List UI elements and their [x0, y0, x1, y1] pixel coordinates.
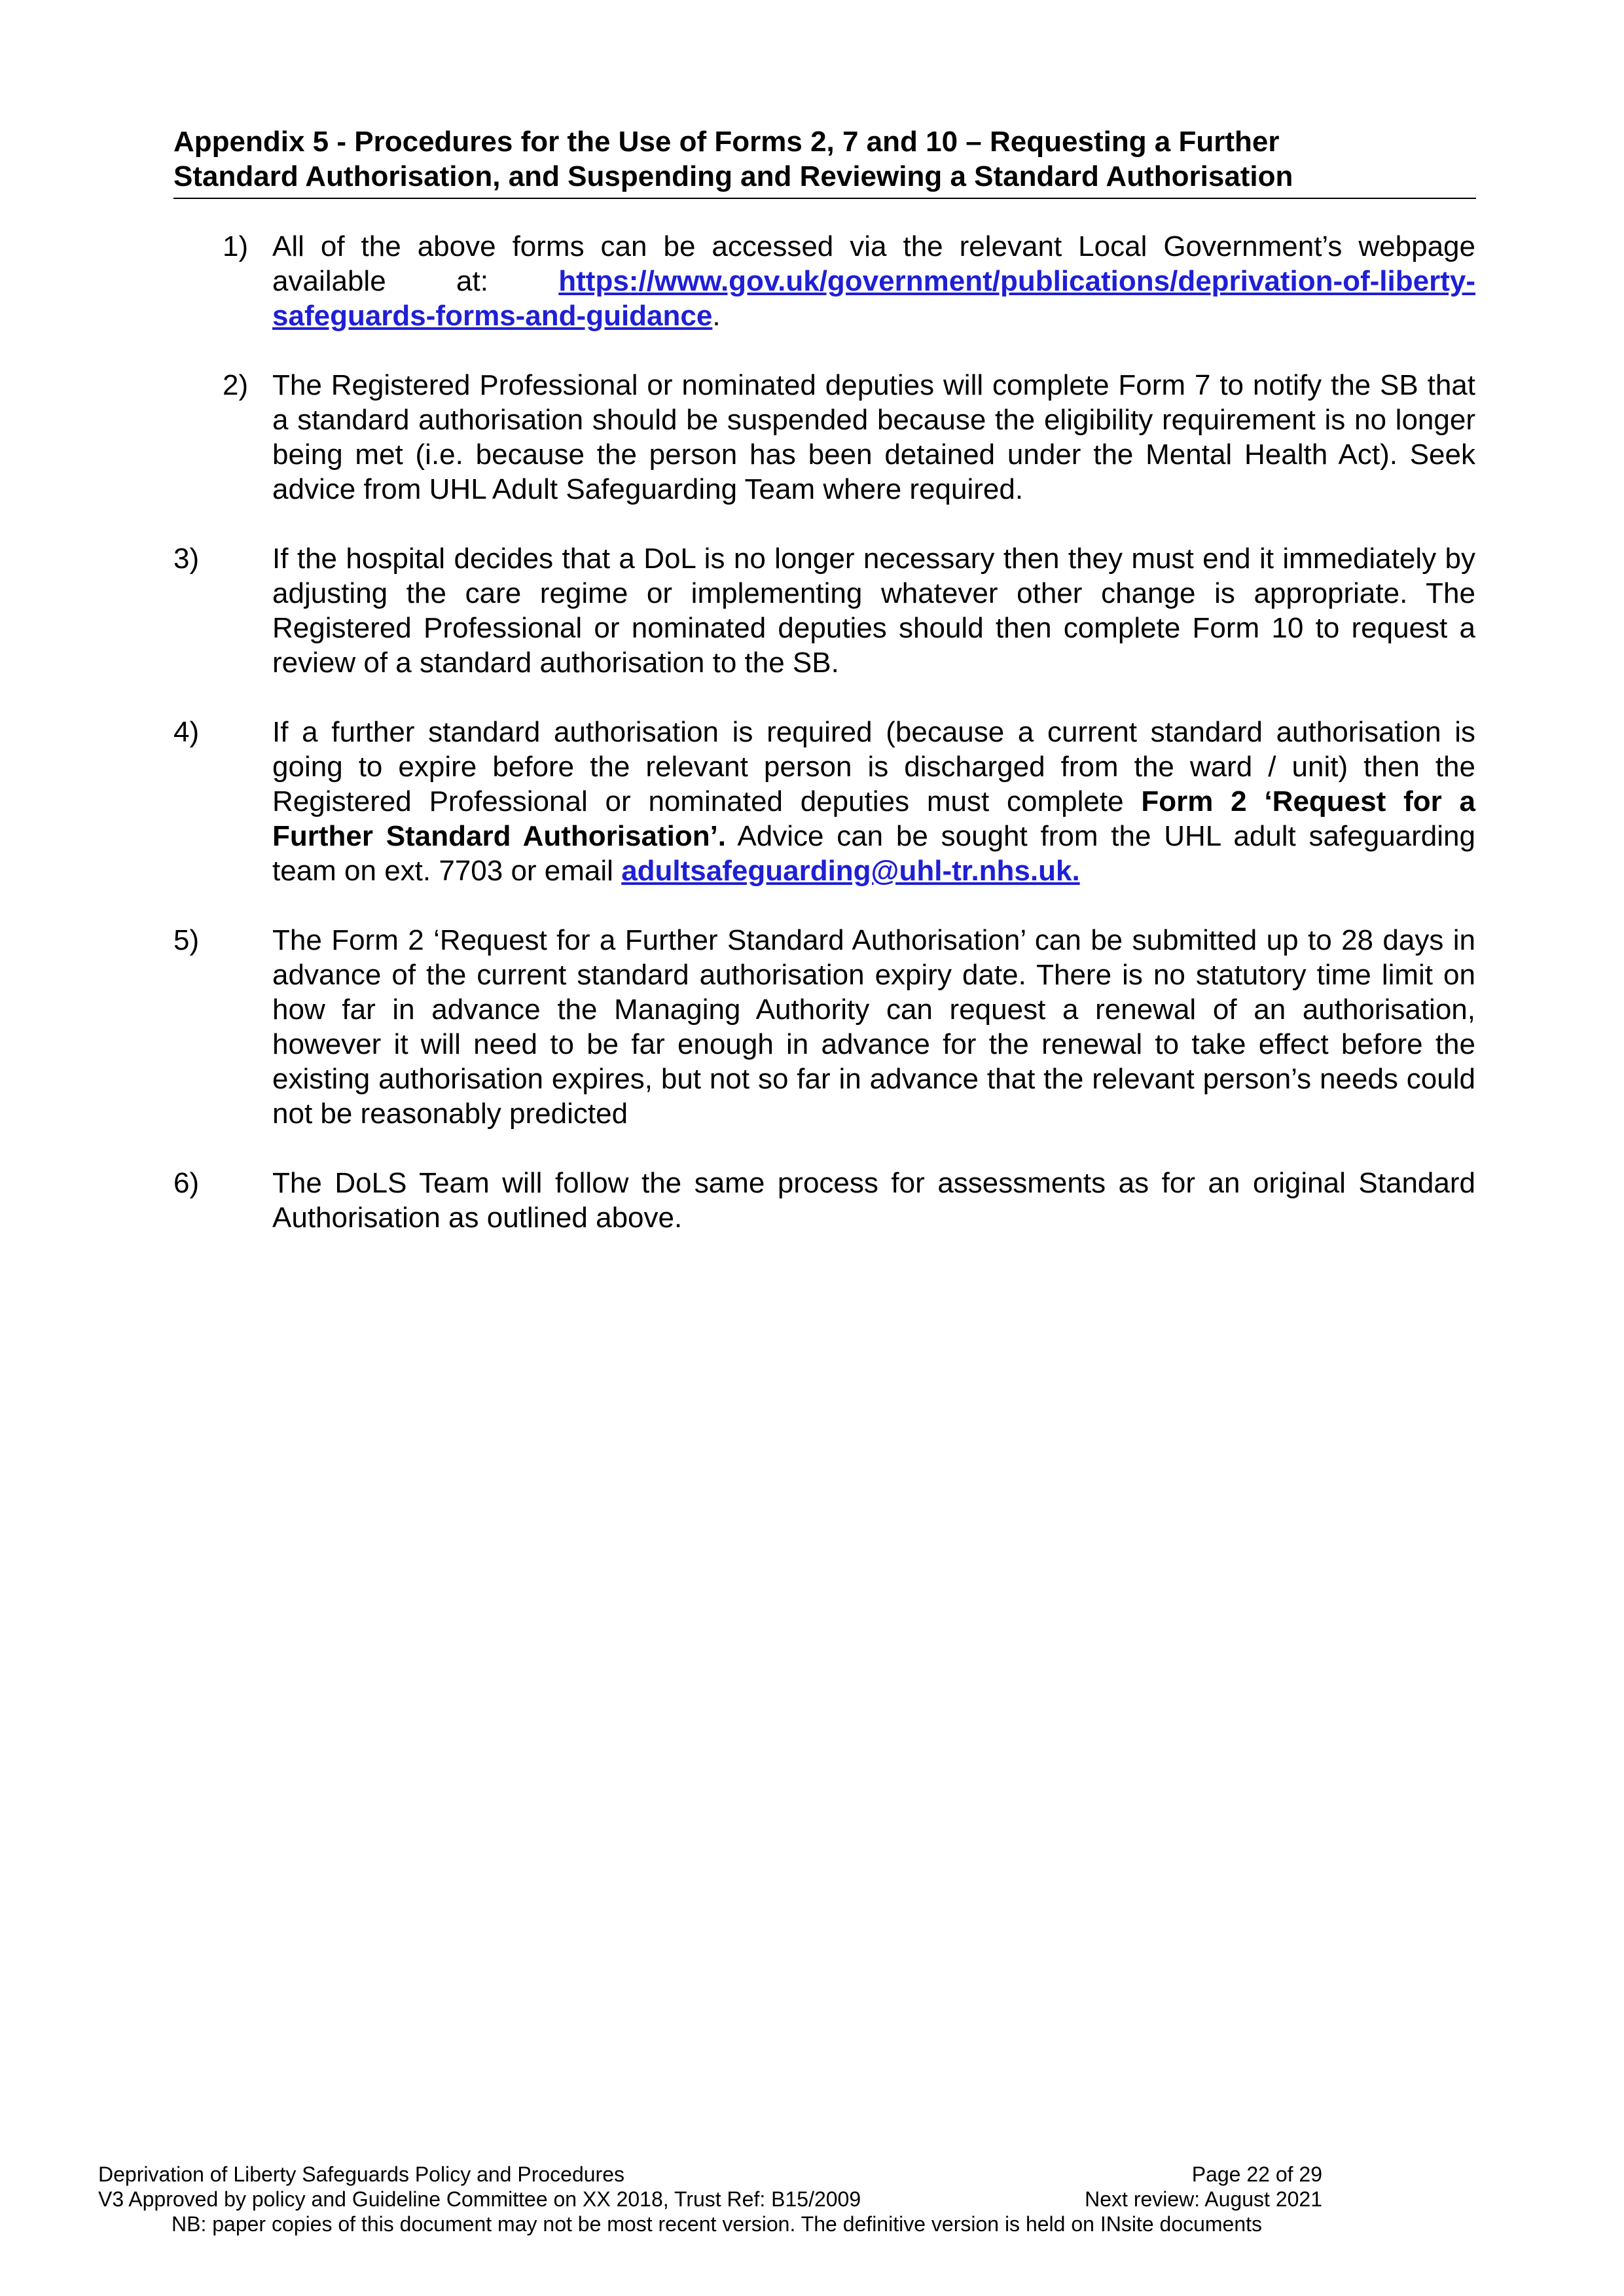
list-item-text: If the hospital decides that a DoL is no longer necessary then they must end it immediately by adjusting the care regime or implementing whatever other change is appropriate. The Registered Professional or nominated deputies should then complete Form 10 to request a review of a standard authorisation to the SB.	[272, 543, 1475, 679]
list-item-number: 1)	[223, 230, 249, 262]
item-1-period: .	[712, 300, 721, 332]
list-item-number: 5)	[173, 924, 200, 956]
procedure-list	[0, 229, 1624, 1270]
list-item-text: The DoLS Team will follow the same process for assessments as for an original Standard Authorisation as outlined above.	[272, 1167, 1475, 1234]
safeguarding-email-link[interactable]: adultsafeguarding@uhl-tr.nhs.uk.	[621, 855, 1080, 887]
list-item-6	[0, 1166, 1624, 1235]
list-item-text	[272, 715, 1475, 888]
item-4-advice-text: Advice can be sought from the UHL adult safeguarding team on ext. 7703 or email	[272, 820, 1475, 887]
list-item-2	[0, 368, 1624, 507]
list-item-text: The Form 2 ‘Request for a Further Standard Authorisation’ can be submitted up to 28 days in advance of the current standard authorisation expiry date. There is no statutory time limit on how far in advance the Managing Authority can request a renewal of an authorisation, however it will need to be far enough in advance for the renewal to take effect before the existing authorisation expires, but not so far in advance that the relevant person’s needs could not be reasonably predicted	[272, 924, 1475, 1130]
footer-page-number: Page 22 of 29	[1191, 2162, 1322, 2186]
gov-uk-dols-forms-link[interactable]: https://www.gov.uk/government/publications/deprivation-of-liberty-safeguards-forms-and-guidance	[272, 265, 1475, 332]
appendix-heading	[173, 124, 1476, 199]
list-item-text: The Registered Professional or nominated deputies will complete Form 7 to notify the SB that a standard authorisation should be suspended because the eligibility requirement is no longer being met (i.e. because the person has been detained under the Mental Health Act). Seek advice from UHL Adult Safeguarding Team where required.	[272, 369, 1475, 505]
page-footer	[98, 2162, 1322, 2236]
heading-line-1: Appendix 5 - Procedures for the Use of Forms 2, 7 and 10 – Requesting a Further	[173, 126, 1280, 158]
form-2-title: Form 2 ‘Request for a Further Standard Authorisation’.	[272, 785, 1475, 852]
list-item-text	[272, 229, 1475, 333]
list-item-number: 3)	[173, 543, 200, 575]
footer-row-2	[98, 2187, 1322, 2212]
item-1-text: All of the above forms can be accessed via the relevant Local Government’s webpage available at:	[272, 230, 1475, 297]
list-item-3	[0, 541, 1624, 680]
list-item-number: 2)	[223, 369, 249, 401]
list-item-number: 6)	[173, 1167, 200, 1199]
footer-note: NB: paper copies of this document may not be most recent version. The definitive version is held on INsite documents	[171, 2212, 1263, 2236]
list-item-5	[0, 923, 1624, 1131]
list-item-1	[0, 229, 1624, 333]
footer-doc-title: Deprivation of Liberty Safeguards Policy and Procedures	[98, 2162, 624, 2186]
footer-row-3	[98, 2212, 1322, 2236]
footer-approval: V3 Approved by policy and Guideline Committee on XX 2018, Trust Ref: B15/2009	[98, 2187, 861, 2211]
heading-line-2: Standard Authorisation, and Suspending and Reviewing a Standard Authorisation	[173, 160, 1293, 192]
footer-row-1	[98, 2162, 1322, 2187]
list-item-4	[0, 715, 1624, 888]
list-item-number: 4)	[173, 716, 200, 748]
item-4-text: If a further standard authorisation is required (because a current standard authorisation is going to expire before the relevant person is discharged from the ward / unit) then the Registered Professional or nominated deputies must complete	[272, 716, 1475, 817]
footer-next-review: Next review: August 2021	[1085, 2187, 1322, 2211]
